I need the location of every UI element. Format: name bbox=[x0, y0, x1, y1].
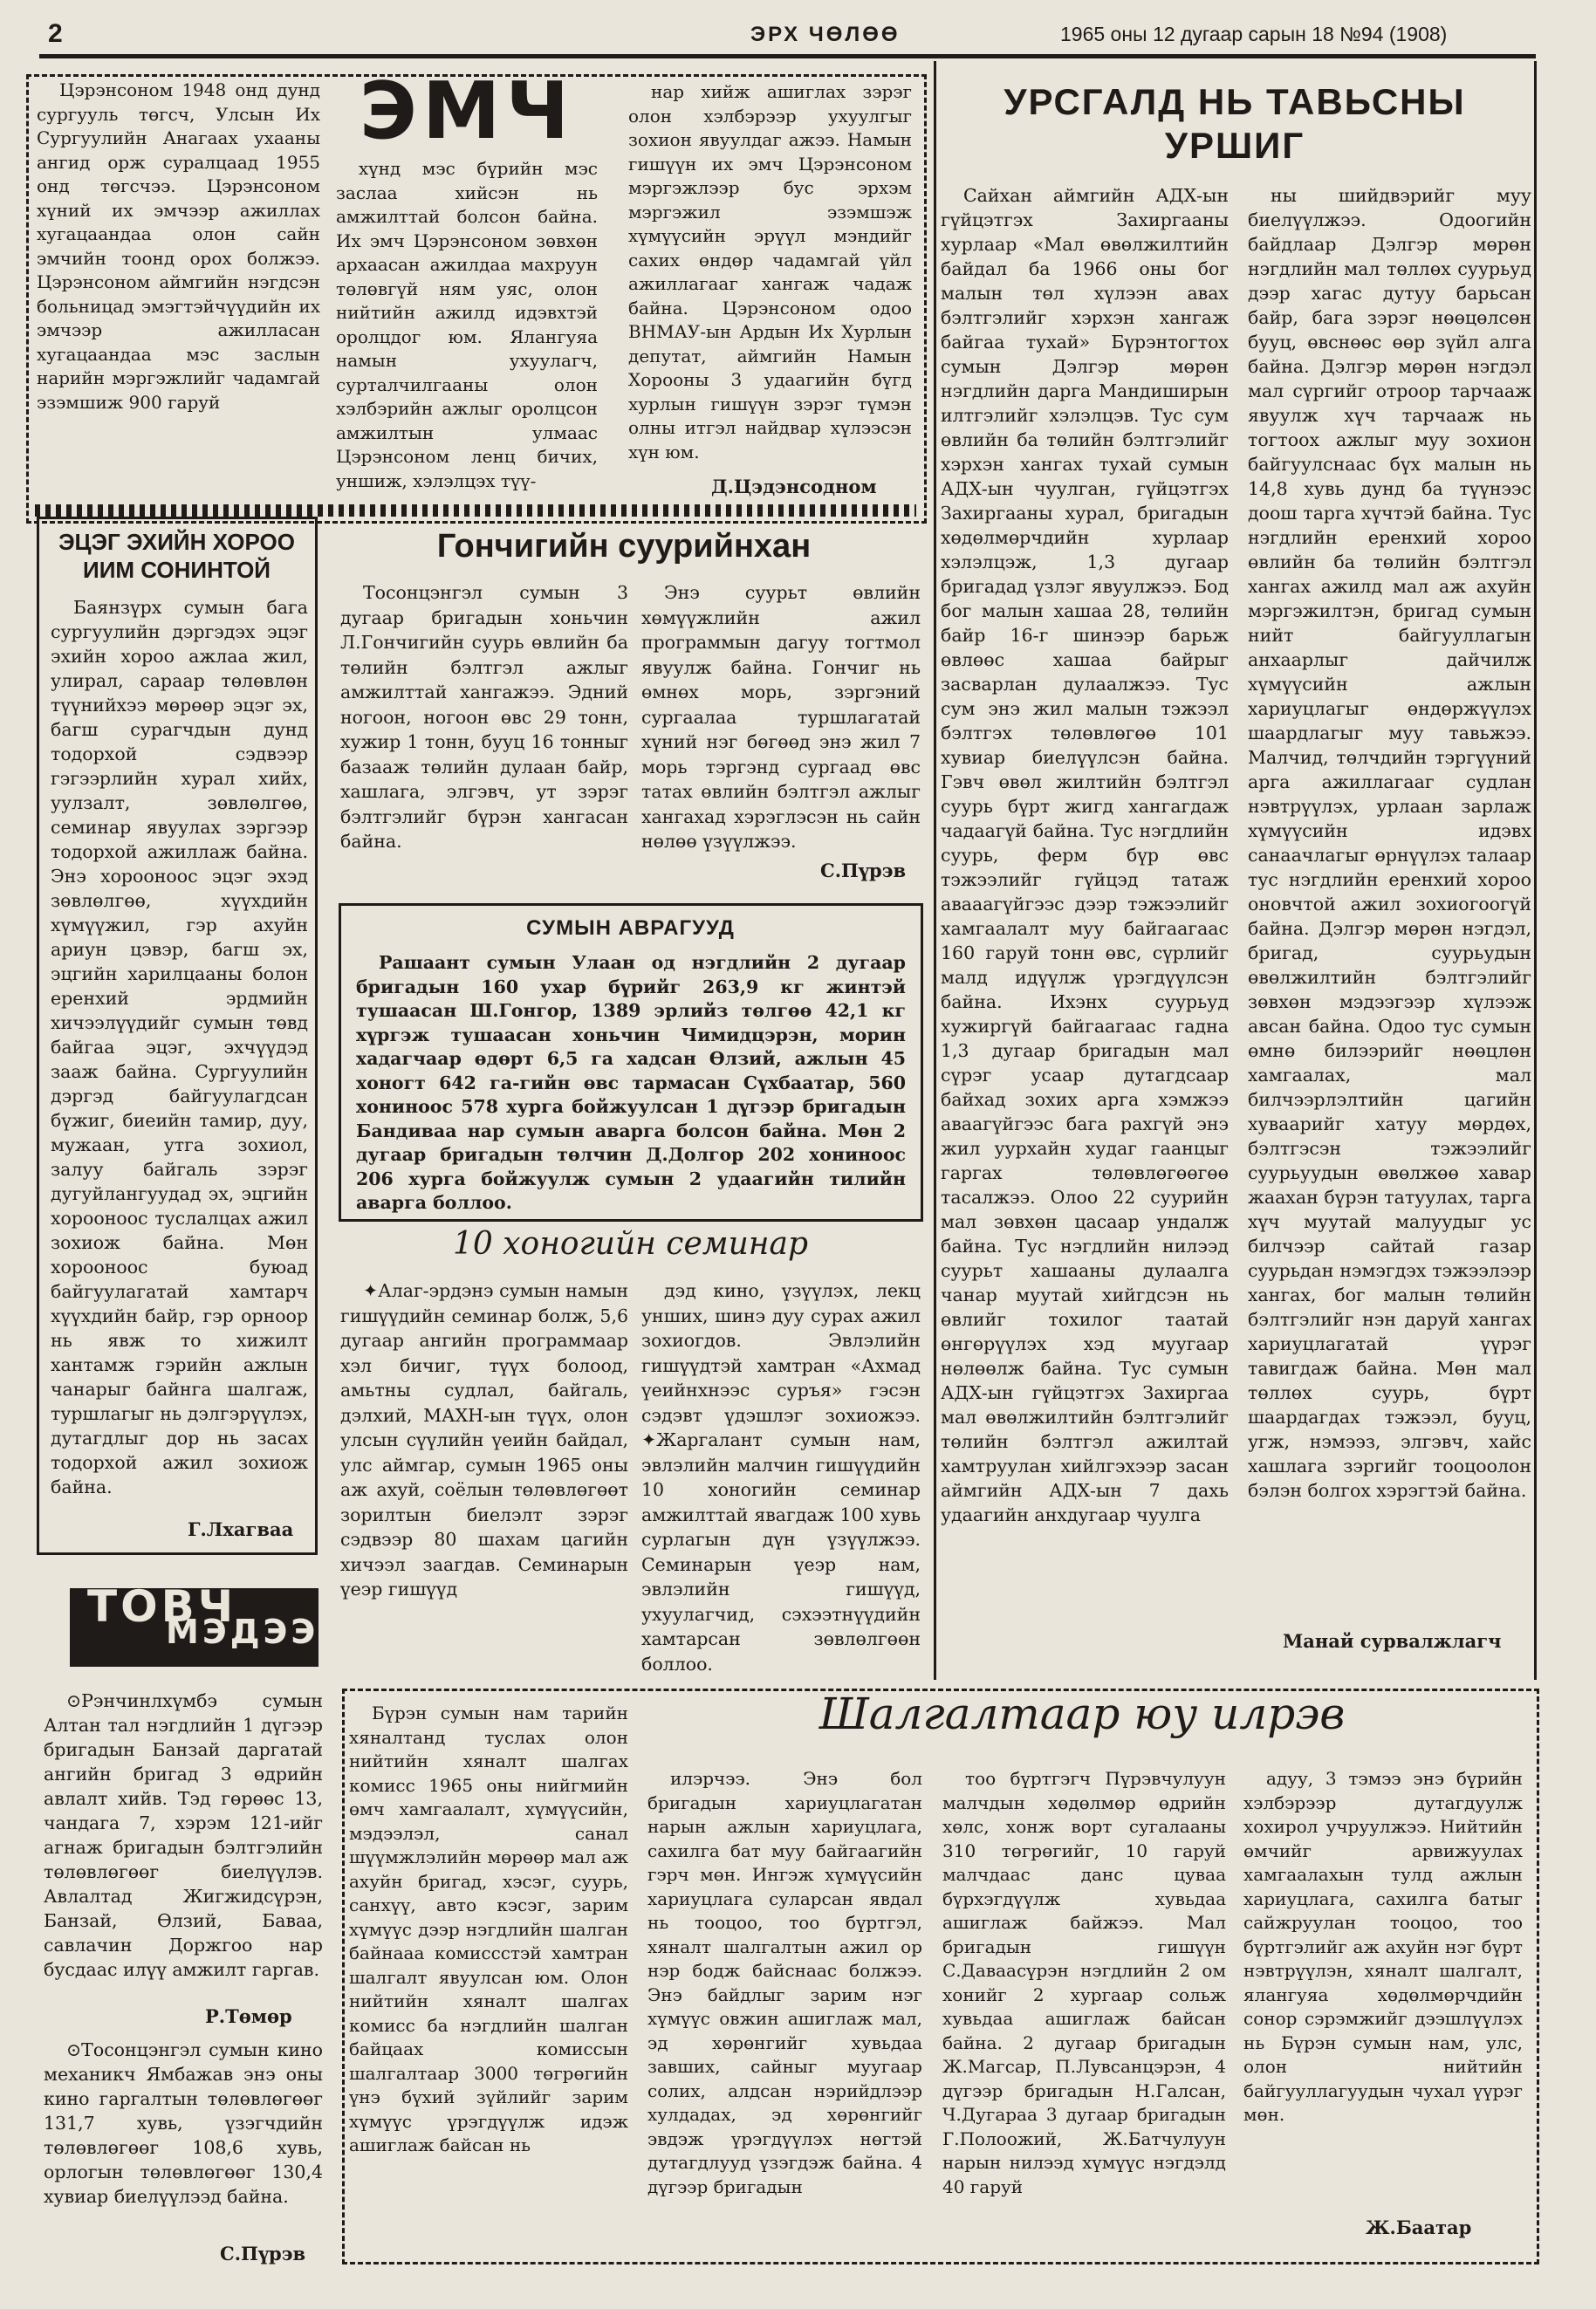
gonchig-col1-text: Тосонцэнгэл сумын 3 дугаар бригадын хоньчин Л.Гончигийн суурь өвлийн ба төлийн бэлтгэл ажлыг амжилттай хангажээ. Эдний ногоон, ногоон өвс 29 тонн, хужир 1 тонн, бууц 16 тонныг базааж төлийн дулаан байр, хашлага, элгэвч, ут зэрэг бэлтгэлийг бүрэн хангасан байна. bbox=[340, 582, 628, 852]
etseg-signature: Г.Лхагваа bbox=[188, 1518, 294, 1540]
etseg-body bbox=[51, 595, 308, 1499]
header-rule bbox=[39, 54, 1536, 58]
emch-signature: Д.Цэдэнсодном bbox=[711, 476, 877, 497]
seminar-col1-text: ✦Алаг-эрдэнэ сумын намын гишүүдийн семинар болж, 5,6 дугаар ангийн программаар хэл бичиг, түүх болоод, амьтны судлал, байгаль, дэлхий, МАХН-ын түүх, олон улсын сүүлийн үеийн байдал, улс аймгар, сумын 1965 оны аж ахуй, соёлын төлөвлөгөөт зорилтын биелэлт зэрэг сэдвээр 80 шахам цагийн хичээл заагдав. Семинарын үеэр гишүүд bbox=[340, 1280, 628, 1600]
shalgalt-title: Шалгалтаар юу илрэв bbox=[819, 1689, 1346, 1739]
tovch-logo-line1: ТОВЧ bbox=[87, 1588, 237, 1632]
emch-col2-text: хүнд мэс бүрийн мэс заслаа хийсэн нь амжилттай болсон байна. Их эмч Цэрэнсоном зөвхөн архаасан ажилдаа махруун төлөвгүй ням уяс, олон нийтийн ажилд идэвхтэй оролцдог юм. Ялангуяа намын ухуулагч, сурталчилгааны олон хэлбэрийн ажлыг оролцсон амжилтын улмаас Цэрэнсоном ленц бичих, уншиж, хэлэлцэх түү- bbox=[336, 158, 598, 491]
ursgald-col1 bbox=[941, 183, 1229, 1527]
etseg-body-text: Баянзүрх сумын бага сургуулийн дэргэдэх эцэг эхийн хороо ажлаа жил, улирал, сараар төлөвлөн түүнийхээ мөрөөр эцэг эх, багш сурагчдын дунд тодорхой сэдвээр гэгээрлийн хурал хийх, уулзалт, зөвлөлгөө, семинар явуулах зэргээр тодорхой ажиллаж байна. Энэ хорооноос эцэг эхэд зөвлөлгөө, хүүхдийн хүмүүжил, гэр ахуйн ариун цэвэр, багш эх, эцгийн харилцааны болон еренхий эрдмийн хичээлүүдийг сумын төвд байгаа эцэг, эхчүүдэд зааж байна. Сургуулийн дэргэд байгуулагдсан бүжиг, биеийн тамир, дуу, мужаан, утга зохиол, залуу байгаль зэрэг дугуйлангуудад эх, эцгийн хорооноос туслалцах ажил зохиож байна. Мөн хорооноос буюад байгуулагатай хамтарч хүүхдийн байр, гэр орноор нь явж то хижилт хантамж гэрийн ажлын чанарыг байнга шалгаж, туршлагыг нь дэлгэрүүлэх, дутагдлыг дор нь засах тодорхой ажил зохиож байна. bbox=[51, 597, 308, 1497]
ursgald-title-line1: УРСГАЛД НЬ ТАВЬСНЫ bbox=[1003, 81, 1466, 122]
page-header bbox=[35, 19, 1571, 54]
newspaper-name: ЭРХ ЧӨЛӨӨ bbox=[750, 23, 901, 46]
avarguud-body bbox=[356, 951, 906, 1216]
tovch-logo-line2: МЭДЭЭ bbox=[166, 1613, 319, 1651]
ursgald-title bbox=[947, 80, 1523, 168]
avarguud-title: СУМЫН АВРАГУУД bbox=[526, 916, 735, 940]
seminar-title: 10 хоногийн семинар bbox=[452, 1226, 809, 1262]
right-column-divider bbox=[934, 61, 936, 1680]
gonchig-col1 bbox=[340, 580, 628, 854]
shalgalt-col4-text: адуу, 3 тэмээ энэ бүрийн хэлбэрээр дутагдуулж хохирол учруулжээ. Нийтийн өмчийг арвижуулах хамгаалахын тулд ажлын хариуцлага, сахилга батыг сайжруулан тооцоо, тоо бүртгэлийг аж ахуйн нэг бүрт нэвтрүүлэн, хяналт шалгалт, ялангуяа хөдөлмөрчдийн сонор сэрэмжийг дээшлүүлэх нь Бүрэн сумын нам, улс, олон нийтийн байгууллагуудын чухал үүрэг мөн. bbox=[1243, 1768, 1523, 2125]
gonchig-col2-text: Энэ суурьт өвлийн хөмүүжлийн ажил программын дагуу тогтмол явуулж байна. Гончиг нь өмнөх морь, зэргэний сургаалаа туршлагатай хүний нэг бөгөөд энэ жил 7 морь тэргэнд сургаад өвс татах өвлийн бэлтгэл ажлыг хангахад хэрэглэсэн нь сайн нөлөө үзүүлжээ. bbox=[641, 582, 921, 852]
emch-col2 bbox=[336, 157, 598, 493]
shalgalt-col1-text: Бүрэн сумын нам тарийн хяналтанд туслах олон нийтийн хяналт шалгах комисс 1965 оны нийгмийн өмч хамгаалалт, хүмүүсийн, мэдээлэл, санал шүүмжлэлийн мөрөөр мал аж ахуйн бригад, хэсэг, суурь, санхүү, авто кэсэг, зарим хүмүүс дээр нэгдлийн шалган байнааа комиссстэй хамтран шалгалт явуулсан юм. Олон нийтийн хяналт шалгах комисс ба нэгдлийн шалган байцаах комиссын шалгалтаар 3000 төгрөгийн үнэ бүхий зүйлийг зарим хүмүүс үрэгдүүлж идэж ашиглаж байсан нь bbox=[349, 1703, 628, 2155]
shalgalt-col3 bbox=[942, 1767, 1226, 2199]
etseg-title-line1: ЭЦЭГ ЭХИЙН ХОРОО bbox=[58, 529, 295, 555]
ursgald-col2 bbox=[1248, 183, 1531, 1503]
tovch-item2-text: ⊙Тосонцэнгэл сумын кино механикч Ямбажав энэ оны кино гаргалтын төлөвлөгөөг 131,7 хувь, үзэгчдийн төлөвлөгөөг 108,6 хувь, орлогын төлөвлөгөөг 130,4 хувиар биелүүлээд байна. bbox=[44, 2039, 323, 2207]
shalgalt-col1 bbox=[349, 1702, 628, 2158]
ursgald-signature: Манай сурвалжлагч bbox=[1283, 1630, 1502, 1652]
tovch-medee-logo bbox=[70, 1588, 319, 1667]
tovch-item1 bbox=[44, 1689, 323, 1982]
emch-col3-text: нар хийж ашиглах зэрэг олон хэлбэрээр ухуулгыг зохион явуулдаг ажээ. Намын гишүүн их эмч Цэрэнсоном мэргэжлээр бус эрхэм мэргэжил эзэмшэж хүмүүсийн эрүүл мэндийг сахих өндөр чадамгай үйл ажиллагааг хангаж чадаж байна. Цэрэнсоном одоо ВНМАУ-ын Ардын Их Хурлын депутат, аймгийн Намын Хорооны 3 удаагийн бүгд хурлын гишүүн зэрэг түмэн олны итгэл найдвар хүлээсэн хүн юм. bbox=[628, 81, 912, 462]
emch-col1-text: Цэрэнсоном 1948 онд дунд сургууль төгсч, Улсын Их Сургуулийн Анагаах ухааны ангид орж суралцаад 1955 онд төгсчээ. Цэрэнсоном хүний их эмчээр ажиллах хугацаандаа олон сайн эмчийн тоонд орох болжээ. Цэрэнсоном аймгийн нэгдсэн больницад эмэгтэйчүүдийн их эмчээр ажилласан хугацаандаа мэс заслын нарийн мэргэжлийг чадамгай эзэмшиж 900 гаруй bbox=[37, 79, 320, 413]
emch-bottom-ornament bbox=[35, 504, 916, 517]
tovch-item1-signature: Р.Төмөр bbox=[205, 2005, 292, 2027]
ursgald-col2-text: ны шийдвэрийг муу биелүүлжээ. Одоогийн байдлаар Дэлгэр мөрөн нэгдлийн мал төллөх суурьуд дээр хагас дутуу барьсан байр, бага зэрэг нөөцөлсөн бууц, өвснөөс өөр зүйл алга байна. Дэлгэр мөрөн нэгдэл мал сүргийг отроор тарчааж явуулж хүч тарчааж нь тогтоох ажлыг муу зохион байгуулснаас бүх малын нь 14,8 хувь дунд ба түүнээс доош тарга хүчтэй байна. Тус нэгдлийн еренхий хороо өвлийн ба төлийн бэлтгэл хангах ажилд мал аж ахуйн мэргэжилтэн, бригад сумын нийт байгууллагын анхаарлыг дайчилж хүмүүсийн ажлын хариуцлагыг өндөржүүлэх шаардлагыг муу тавьжээ. Малчид, төлчдийн тэргүүний арга ажиллагааг судлан нэвтрүүлэх, урлаан зарлаж хүмүүсийн идэвх санаачлагыг өрнүүлэх талаар тус нэгдлийн еренхий хороо оновчтой ажил зохиогоогүй байна. Дэлгэр мөрөн нэгдэл, бригад, суурьудын өвөлжилтийн бэлтгэлийг зөвхөн мэдээгээр хүлээж авсан байна. Одоо тус сумын өмнө билээрийг нөөцлөн хамгаалах, мал билчээрлэлтийн цагийн хуваарийг хатуу мөрдөх, бэлтгэсэн тэжээлийг суурьуудын өвөлжөө хавар жаахан бүрэн татуулах, тарга хүч муутай малуудыг ус билчээр сайтай газар суурьдан нэмэгдэх тэжээлээр хангах, бог малын төлийн бэлтгэлийг нэн даруй хангах хариуцлагатай үүрэг тавигдаж байна. Мөн мал төллөх суурь, бүрт шаардагдах тэжээл, бууц, угж, нэмээз, элгэвч, хайс хашлага зэргийг тооцоолон бэлэн болгох хэрэгтэй байна. bbox=[1248, 185, 1531, 1501]
issue-date: 1965 оны 12 дугаар сарын 18 №94 (1908) bbox=[1060, 23, 1448, 45]
ursgald-right-border bbox=[1534, 61, 1537, 1680]
shalgalt-signature: Ж.Баатар bbox=[1366, 2217, 1472, 2238]
ursgald-col1-text: Сайхан аймгийн АДХ-ын гүйцэтгэх Захиргааны хурлаар «Мал өвөлжилтийн байдал ба 1966 оны бог малын төл хүлээн авах бэлтгэлийг хэрхэн хангаж байгаа тухай» Бүрэнтогтох сумын Дэлгэр мөрөн нэгдлийн дарга Мандиширын илтгэлийг хэлэлцэв. Тус сум өвлийн ба төлийн бэлтгэлийг хэрхэн хангах тухай сумын АДХ-ын чуулган, гүйцэтгэх Захиргааны хурал, бригадын хөдөлмөрчдийн хурлаар хэлэлцэж, 1,3 дугаар бригадад үзлэг явуулжээ. Бод бог малын хашаа 28, төлийн байр 16-г шинээр барьж өвлөөс хашаа байрыг засварлан дулаалжээ. Тус сум энэ жил малын тэжээл бэлтгэх төлөвлөгөө 101 хувиар биелүүлсэн байна. Гэвч өвөл жилтийн бэлтгэл суурь бүрт жигд хангагдаж чадаагүй байна. Тус нэгдлийн суурь, ферм бүр өвс тэжээлийг гүйцэд татаж авааагүйгээс дээр тэжээлийг хамгаалалт муу байгаагаас 160 гаруй тонн өвс, сүрлийг малд идүүлж үрэгдүүлсэн байна. Ихэнх суурьуд хужиргүй байгаагаас гадна 1,3 дугаар бригадын мал сүрэг усаар дутагдсаар байхад зохих арга хэмжээ аваагүйгээс бага рахгүй энэ жил уурхайн худаг гаанцыг гаргах төлөвлөгөөгөө тасалжээ. Олоо 22 суурийн мал зөвхөн цасаар ундалж байна. Тус нэгдлийн нилээд суурьт хашааны дулаалга чанар муутай хийгдсэн нь өвлийг тохилог таатай өнгөрүүлэх хэд муугаар нөлөөлж байна. Тус сумын АДХ-ын гүйцэтгэх Захиргаа мал өвөлжилтийн бэлтгэлийг төлийн бэлтгэл ажилтай хамтруулан хийлгэхээр засан аймгийн АДХ-ын 7 дахь удаагийн анхдугаар чуулга bbox=[941, 185, 1229, 1525]
tovch-item2-signature: С.Пүрэв bbox=[220, 2243, 306, 2264]
seminar-col1 bbox=[340, 1278, 628, 1602]
emch-col3 bbox=[628, 80, 912, 464]
avarguud-body-text: Рашаант сумын Улаан од нэгдлийн 2 дугаар бригадын 160 ухар бүрийг 263,9 кг жинтэй тушаасан Ш.Гонгор, 1389 эрлийз төлгөө 42,1 кг хүргэж тушаасан хоньчин Чимидцэрэн, морин хадагчаар өдөрт 6,5 га хадсан Өлзий, ажлын 45 хоногт 642 га-гийн өвс тармасан Сүхбаатар, 560 хониноос 578 хурга бойжуулсан 1 дүгээр бригадын Бандиваа нар сумын аварга болсон байна. Мөн 2 дугаар бригадын төлчин Д.Долгор 202 хониноос 206 хурга бойжуулж сумын 2 удаагийн тилийн аварга боллоо. bbox=[356, 952, 906, 1213]
shalgalt-col2-text: илэрчээ. Энэ бол бригадын хариуцлагатан нарын ажлын хариуцлага, сахилга бат муу байгаагийн гэрч мөн. Ингэж хүмүүсийн хариуцлага суларсан явдал нь тооцоо, тоо бүртгэл, хяналт шалгалтын ажил ор нэр бодж байснаас болжээ. Энэ байдлыг зарим нэг хүмүүс овжин ашиглаж мал, эд хөрөнгийг хувьдаа завших, сайныг муугаар солих, алдсан нэрийдлээр хулдадах, эд хөрөнгийг эвдэж үрэгдүүлэх нөгтэй дутагдлууд үзэгдэж байна. 4 дүгээр бригадын bbox=[647, 1768, 922, 2197]
emch-title: ЭМЧ bbox=[359, 65, 575, 157]
shalgalt-col3-text: тоо бүртгэгч Пүрэвчулуун малчдын хөдөлмөр өдрийн хөлс, хонж ворт сугалааны 310 төгрөгийг, 10 гаруй малчдаас данс цуваа бүрхэгдүүлж хувьдаа ашиглаж байжээ. Мал бригадын гишүүн С.Даваасүрэн нэгдлийн 2 ом хонийг 2 хургаар сольж хувьдаа ашиглаж байсан байна. 2 дугаар бригадын Ж.Магсар, П.Лувсанцэрэн, 4 дүгээр бригадын Н.Галсан, Ч.Дугараа 3 дугаар бригадын Г.Полоожий, Ж.Батчулуун нарын нилээд хүмүүс нэгдэлд 40 гаруй bbox=[942, 1768, 1226, 2197]
page-number: 2 bbox=[48, 19, 63, 48]
emch-col1 bbox=[37, 79, 320, 415]
gonchig-col2 bbox=[641, 580, 921, 854]
etseg-title-line2: ИИМ СОНИНТОЙ bbox=[83, 557, 271, 583]
gonchig-signature: С.Пүрэв bbox=[820, 860, 907, 881]
tovch-item1-text: ⊙Рэнчинлхүмбэ сумын Алтан тал нэгдлийн 1 дүгээр бригадын Банзай даргатай ангийн бригад 3 өдрийн авлалт хийв. Тэд гөрөөс 13, чандага 7, хэрэм 121-ийг агнаж бригадын бэлтгэлийн төлөвлөгөөг биелүүлэв. Авлалтад Жигжидсүрэн, Банзай, Өлзий, Баваа, савлачин Доржгоо нар бусдаас илүү амжилт гаргав. bbox=[44, 1690, 323, 1980]
seminar-col2-text: дэд кино, үзүүлэх, лекц унших, шинэ дуу сурах ажил зохиогдов. Эвлэлийн гишүүдтэй хамтран «Ахмад үеийнхнээс суръя» гэсэн сэдэвт үдэшлэг зохиожээ. ✦Жаргалант сумын нам, эвлэлийн малчин гишүүдийн 10 хоногийн семинар амжилттай явагдаж 100 хувь сурлагын дүн үзүүлжээ. Семинарын үеэр нам, эвлэлийн гишүүд, ухуулагчид, сэхээтнүүдийн хамтарсан зөвлөлгөөн боллоо. bbox=[641, 1280, 921, 1675]
gonchig-title: Гончигийн суурийнхан bbox=[436, 528, 812, 565]
shalgalt-col4 bbox=[1243, 1767, 1523, 2127]
tovch-item2 bbox=[44, 2038, 323, 2209]
ursgald-title-line2: УРШИГ bbox=[1164, 125, 1305, 166]
shalgalt-col2 bbox=[647, 1767, 922, 2199]
etseg-title bbox=[44, 528, 310, 584]
seminar-col2 bbox=[641, 1278, 921, 1676]
